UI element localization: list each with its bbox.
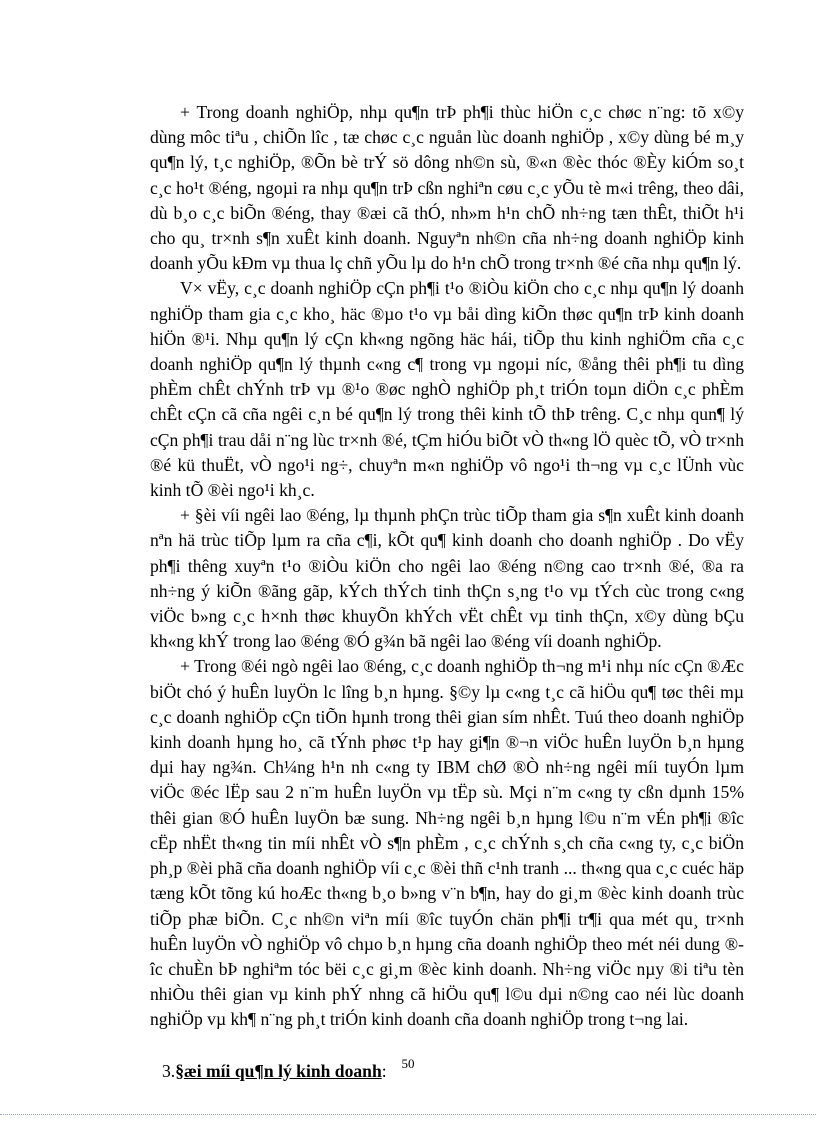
- page-bottom-divider: [0, 1114, 816, 1115]
- page-body: [150, 100, 744, 1084]
- paragraph-manager-functions: + Trong doanh nghiÖp, nhµ qu¶n trÞ ph¶i thùc hiÖn c¸c chøc n¨ng: tõ x©y dùng môc tiªu , chiÕn lîc , tæ chøc c¸c nguån lùc doanh nghiÖp , x©y dùng bé m¸y qu¶n lý, t¸c nghiÖp, ®Õn bè trÝ sö dông nh©n sù, ®«n ®èc thóc ®Èy kiÓm so¸t c¸c ho¹t ®éng, ngoµi ra nhµ qu¶n trÞ cßn nghiªn cøu c¸c yÕu tè m«i trêng, theo dâi, dù b¸o c¸c biÕn ®éng, thay ®æi cã thÓ, nh»m h¹n chÕ nh÷ng tæn thÊt, thiÕt h¹i cho qu¸ tr×nh s¶n xuÊt kinh doanh. Nguyªn nh©n cña nh÷ng doanh nghiÖp kinh doanh yÕu kÐm vµ thua lç chñ yÕu lµ do h¹n chÕ trong tr×nh ®é cña nhµ qu¶n lý.: [150, 102, 744, 274]
- paragraph-manager-training: V× vËy, c¸c doanh nghiÖp cÇn ph¶i t¹o ®iÒu kiÖn cho c¸c nhµ qu¶n lý doanh nghiÖp tham gia c¸c kho¸ häc ®µo t¹o vµ båi dìng kiÕn thøc qu¶n trÞ kinh doanh hiÖn ®¹i. Nhµ qu¶n lý cÇn kh«ng ngõng häc hái, tiÕp thu kinh nghiÖm cña c¸c doanh nghiÖp qu¶n lý thµnh c«ng c¶ trong vµ ngoµi níc, ®ång thêi ph¶i tu dìng phÈm chÊt chÝnh trÞ vµ ®¹o ®øc nghÒ nghiÖp ph¸t triÓn toµn diÖn c¸c phÈm chÊt cÇn cã cña ngêi c¸n bé qu¶n lý trong thêi kinh tÕ thÞ trêng. C¸c nhµ qun¶ lý cÇn ph¶i trau dåi n¨ng lùc tr×nh ®é, tÇm hiÓu biÕt vÒ th«ng lÖ quèc tÕ, vÒ tr×nh ®é kü thuËt, vÒ ngo¹i ng÷, chuyªn m«n nghiÖp vô ngo¹i th¬ng vµ c¸c lÜnh vùc kinh tÕ ®èi ngo¹i kh¸c.: [150, 278, 744, 501]
- section-title-suffix: :: [381, 1060, 387, 1081]
- page-number: 50: [401, 1056, 415, 1071]
- paragraph-sales-training: + Trong ®éi ngò ngêi lao ®éng, c¸c doanh nghiÖp th¬ng m¹i nhµ níc cÇn ®Æc biÖt chó ý huÊn luyÖn lc lîng b¸n hµng. §©y lµ c«ng t¸c cã hiÖu qu¶ tøc thêi mµ c¸c doanh nghiÖp cÇn tiÕn hµnh trong thêi gian sím nhÊt. Tuú theo doanh nghiÖp kinh doanh hµng ho¸ cã tÝnh phøc t¹p hay gi¶n ®¬n viÖc huÊn luyÖn b¸n hµng dµi hay ng¾n. Ch¼ng h¹n nh c«ng ty IBM chØ ®Ò nh÷ng ngêi míi tuyÓn lµm viÖc ®éc lËp sau 2 n¨m huÊn luyÖn vµ tËp sù. Mçi n¨m c«ng ty cßn dµnh 15% thêi gian ®Ó huÊn luyÖn bæ sung. Nh÷ng ngêi b¸n hµng l©u n¨m vÉn ph¶i ®îc cËp nhËt th«ng tin míi nhÊt vÒ s¶n phÈm , c¸c chÝnh s¸ch cña c«ng ty, c¸c biÖn ph¸p ®èi phã cña doanh nghiÖp víi c¸c ®èi thñ c¹nh tranh ... th«ng qua c¸c cuéc häp tæng kÕt tõng kú hoÆc th«ng b¸o b»ng v¨n b¶n, hay do gi¸m ®èc kinh doanh trùc tiÕp phæ biÕn. C¸c nh©n viªn míi ®îc tuyÓn chän ph¶i tr¶i qua mét qu¸ tr×nh huÊn luyÖn vÒ nghiÖp vô chµo b¸n hµng cña doanh nghiÖp theo mét néi dung ®îc chuÈn bÞ nghiªm tóc bëi c¸c gi¸m ®èc kinh doanh. Nh÷ng viÖc nµy ®i tiªu tèn nhiÒu thêi gian vµ kinh phÝ nhng cã hiÖu qu¶ l©u dµi n©ng cao néi lùc doanh nghiÖp vµ kh¶ n¨ng ph¸t triÓn kinh doanh cña doanh nghiÖp trong t¬ng lai.: [150, 656, 744, 1030]
- section-number: 3.: [162, 1060, 176, 1081]
- paragraph-workers: + §èi víi ngêi lao ®éng, lµ thµnh phÇn trùc tiÕp tham gia s¶n xuÊt kinh doanh nªn hä trùc tiÕp lµm ra cña c¶i, kÕt qu¶ kinh doanh cho doanh nghiÖp . Do vËy ph¶i thêng xuyªn t¹o ®iÒu kiÖn cho ngêi lao ®éng n©ng cao tr×nh ®é, ®a ra nh÷ng ý kiÕn ®ãng gãp, kÝch thÝch tinh thÇn s¸ng t¹o vµ tÝch cùc trong c«ng viÖc b»ng c¸c h×nh thøc khuyÕn khÝch vËt chÊt vµ tinh thÇn, x©y dùng bÇu kh«ng khÝ trong lao ®éng ®Ó g¾n bã ngêi lao ®éng víi doanh nghiÖp.: [150, 505, 744, 652]
- section-title: §æi míi qu¶n lý kinh doanh: [175, 1060, 382, 1081]
